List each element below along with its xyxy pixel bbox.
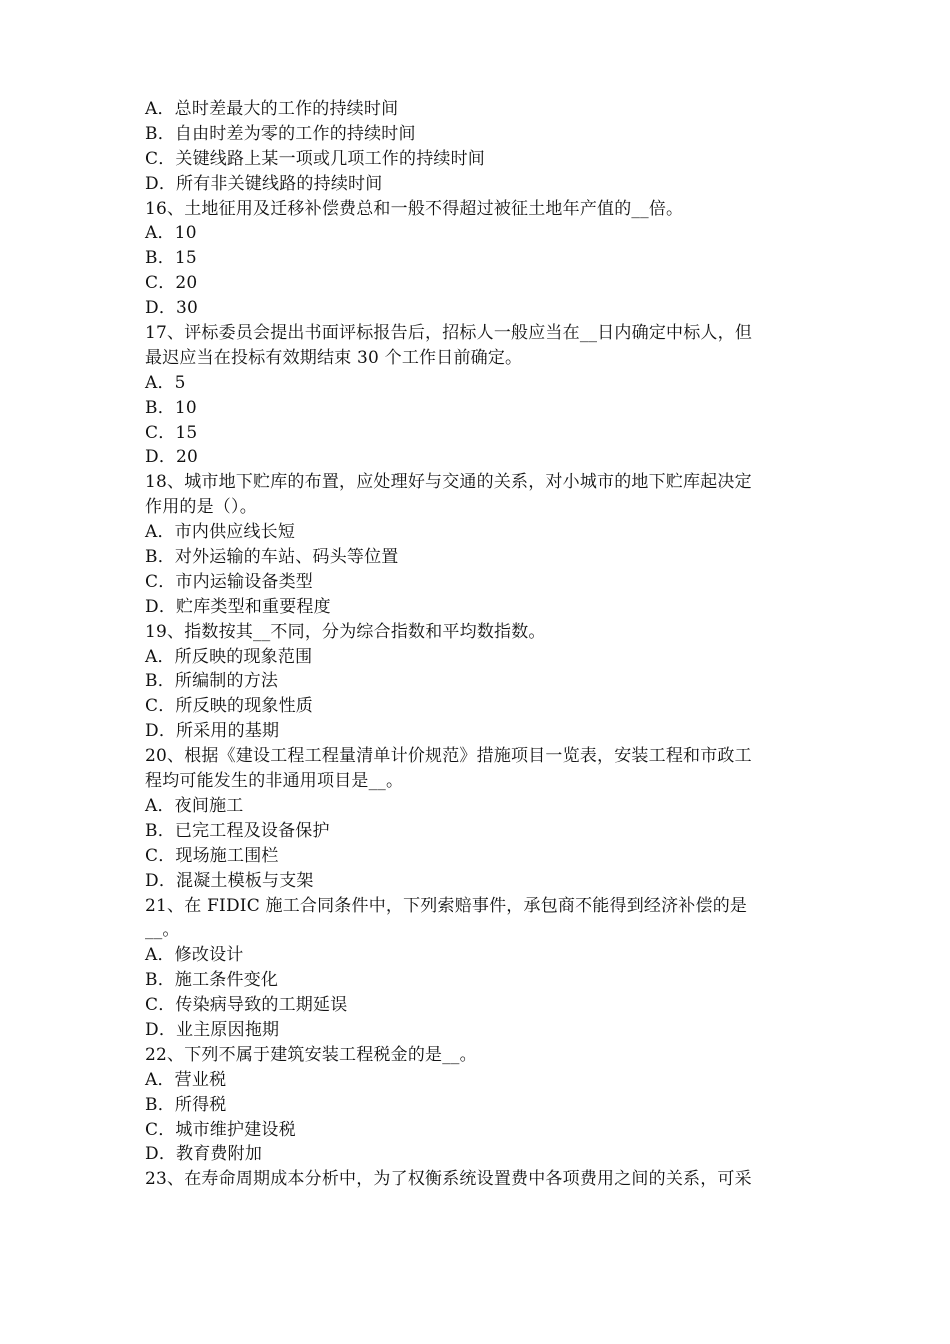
question-text-line: 23、在寿命周期成本分析中，为了权衡系统设置费中各项费用之间的关系，可采	[145, 1169, 752, 1190]
answer-option-line: D．所有非关键线路的持续时间	[145, 173, 383, 194]
answer-option-line: A．市内供应线长短	[145, 522, 296, 543]
answer-option-line: A．所反映的现象范围	[145, 646, 313, 667]
answer-option-line: D．教育费附加	[145, 1144, 263, 1165]
answer-option-line: A．夜间施工	[145, 795, 244, 816]
answer-option-line: D．30	[145, 298, 199, 319]
answer-option-line: B．所编制的方法	[145, 671, 279, 692]
answer-option-line: A．10	[145, 223, 197, 244]
question-text-line: 17、评标委员会提出书面评标报告后，招标人一般应当在__日内确定中标人，但	[145, 323, 753, 344]
question-text-line: 19、指数按其__不同，分为综合指数和平均数指数。	[145, 621, 546, 642]
answer-option-line: C．15	[145, 422, 198, 443]
answer-option-line: B．自由时差为零的工作的持续时间	[145, 123, 416, 144]
answer-option-line: C．20	[145, 273, 198, 294]
answer-option-line: A．修改设计	[145, 945, 244, 966]
answer-option-line: D．贮库类型和重要程度	[145, 596, 331, 617]
question-text-line: 22、下列不属于建筑安装工程税金的是__。	[145, 1044, 477, 1065]
question-text-line: 20、根据《建设工程工程量清单计价规范》措施项目一览表，安装工程和市政工	[145, 746, 752, 767]
answer-option-line: C．现场施工围栏	[145, 845, 279, 866]
answer-option-line: A．5	[145, 372, 186, 393]
answer-option-line: B．所得税	[145, 1094, 227, 1115]
question-text-line: 程均可能发生的非通用项目是__。	[145, 771, 404, 792]
question-text-line: 作用的是（）。	[145, 497, 257, 518]
answer-option-line: C．关键线路上某一项或几项工作的持续时间	[145, 148, 486, 169]
document-page	[145, 97, 817, 1192]
answer-option-line: B．10	[145, 397, 197, 418]
answer-option-line: A．总时差最大的工作的持续时间	[145, 99, 399, 119]
answer-option-line: D．20	[145, 447, 199, 468]
answer-option-line: C．城市维护建设税	[145, 1119, 296, 1140]
question-text-line: 21、在 FIDIC 施工合同条件中，下列索赔事件，承包商不能得到经济补偿的是	[145, 895, 748, 916]
answer-option-line: B．对外运输的车站、码头等位置	[145, 547, 399, 568]
answer-option-line: C．传染病导致的工期延误	[145, 995, 348, 1016]
answer-option-line: B．已完工程及设备保护	[145, 820, 330, 841]
question-text-line: 最迟应当在投标有效期结束 30 个工作日前确定。	[145, 347, 523, 368]
answer-option-line: D．业主原因拖期	[145, 1019, 280, 1040]
question-text-line: 18、城市地下贮库的布置，应处理好与交通的关系，对小城市的地下贮库起决定	[145, 472, 752, 493]
answer-option-line: B．15	[145, 248, 197, 269]
answer-option-line: A．营业税	[145, 1069, 227, 1090]
question-text-line: __。	[145, 920, 180, 941]
answer-option-line: C．市内运输设备类型	[145, 571, 314, 592]
answer-option-line: C．所反映的现象性质	[145, 696, 314, 717]
answer-option-line: D．混凝土模板与支架	[145, 870, 314, 891]
question-text-line: 16、土地征用及迁移补偿费总和一般不得超过被征土地年产值的__倍。	[145, 198, 684, 219]
answer-option-line: D．所采用的基期	[145, 721, 280, 742]
answer-option-line: B．施工条件变化	[145, 970, 279, 991]
